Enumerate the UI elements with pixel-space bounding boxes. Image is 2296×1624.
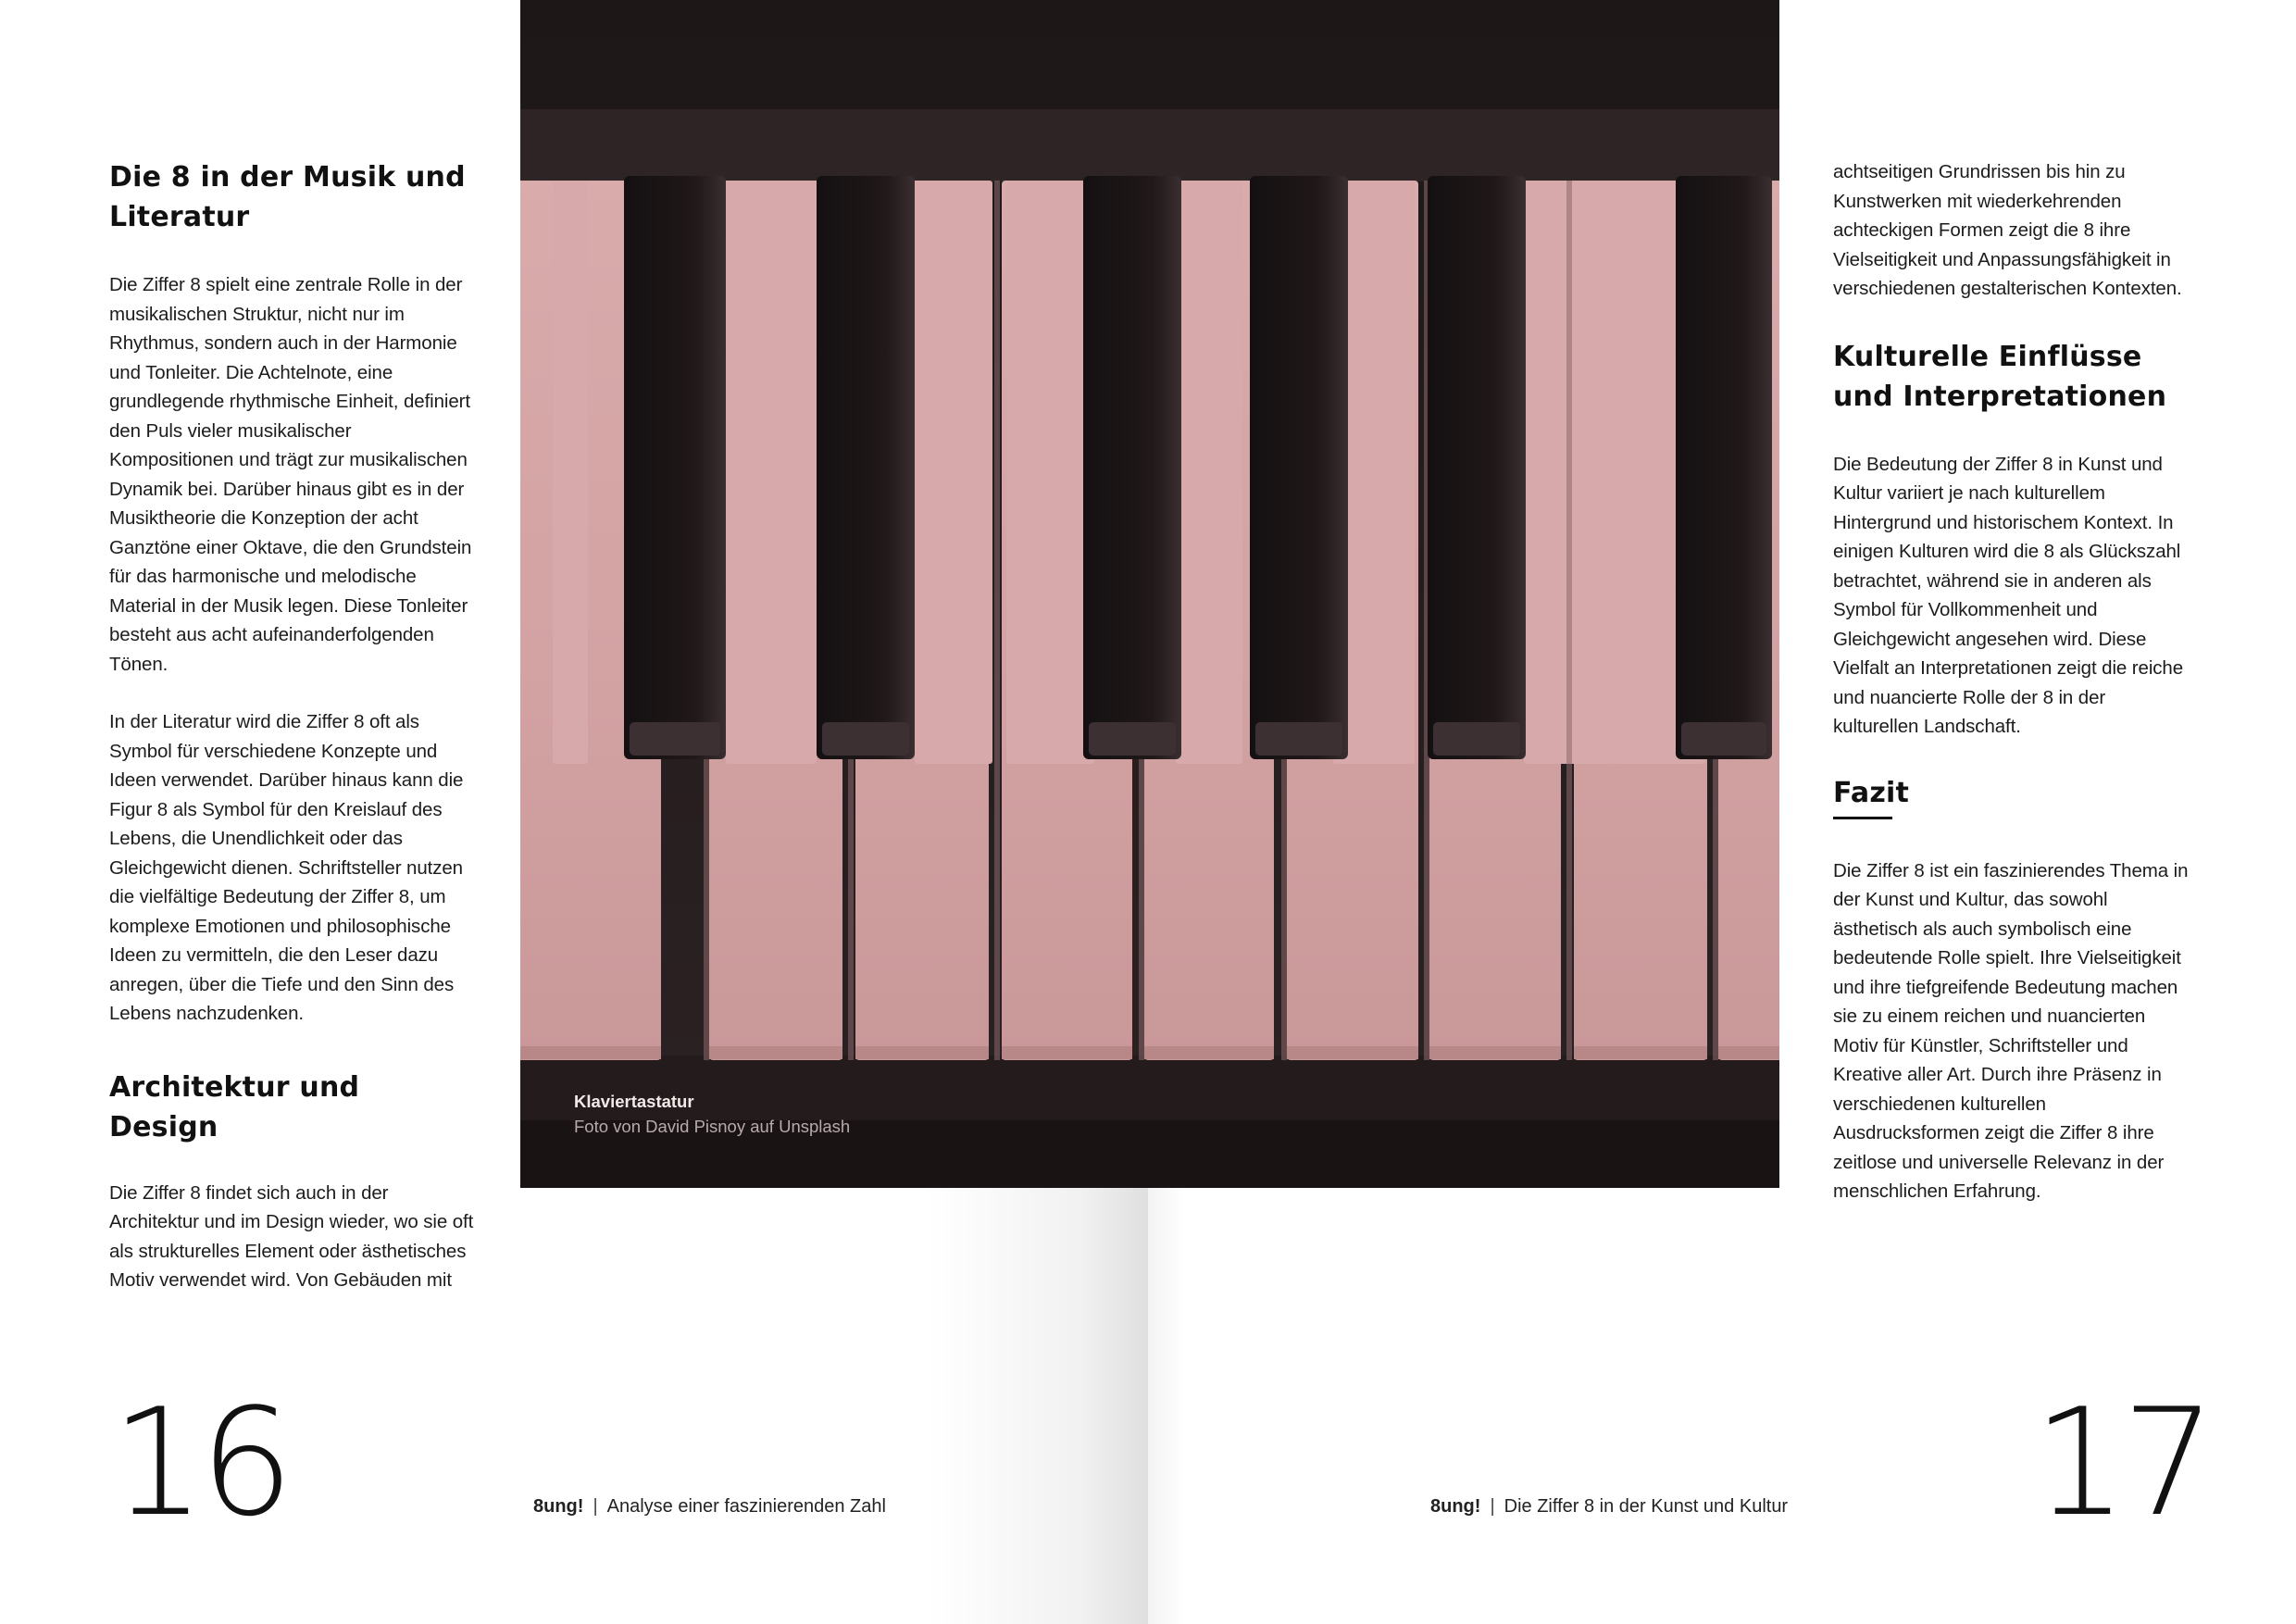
- paragraph-architecture-continued: achtseitigen Grundrissen bis hin zu Kunstwerken mit wiederkehrenden achteckigen Formen zeigt die 8 ihre Vielseitigkeit und Anpassungsfähigkeit in verschiedenen gestalterischen Kontexten.: [1833, 161, 2182, 299]
- black-key-tip: [1681, 722, 1766, 756]
- white-key-edge: [1287, 1046, 1418, 1059]
- footer-brand: 8ung!: [533, 1496, 584, 1517]
- black-key-tip: [822, 722, 909, 756]
- piano-keys-illustration: [520, 0, 1779, 1188]
- white-key-upper: [553, 181, 588, 764]
- black-key: [1676, 176, 1772, 759]
- white-key-edge: [1002, 1046, 1132, 1059]
- black-key-tip: [1433, 722, 1520, 756]
- white-key-edge: [709, 1046, 842, 1059]
- white-key-edge: [520, 1046, 661, 1059]
- footer-section-title: Die Ziffer 8 in der Kunst und Kultur: [1504, 1496, 1789, 1517]
- black-key-tip: [630, 722, 720, 756]
- paragraph-conclusion: Die Ziffer 8 ist ein faszinierendes Thema in der Kunst und Kultur, das sowohl ästhetisch als auch symbolisch eine bedeutende Rolle spielt. Ihre Vielseitigkeit und ihre tiefgreifende Bedeutung machen sie zu einem reichen und nuancierten Motiv für Künstler, Schriftsteller und Kreative aller Art. Durch ihre Präsenz in verschiedenen kulturellen Ausdrucksformen zeigt die Ziffer 8 ihre zeitlose und universelle Relevanz in der menschlichen Erfahrung.: [1833, 859, 2189, 1202]
- white-key-edge: [1144, 1046, 1274, 1059]
- heading-music-literature: Die 8 in der Musik und Literatur: [109, 161, 466, 233]
- page-number-right: 17: [2033, 1376, 2211, 1549]
- white-key-upper: [1006, 181, 1094, 764]
- piano-keyboard-photo: [520, 0, 1779, 1188]
- white-key-upper: [726, 181, 817, 764]
- footer-section-title: Analyse einer faszinierenden Zahl: [606, 1496, 886, 1517]
- black-key: [1083, 176, 1181, 759]
- page-number-left: 16: [111, 1376, 289, 1549]
- right-text-column: [1833, 157, 2194, 1206]
- page-gutter-shadow-right: [1148, 1185, 1185, 1624]
- key-gap: [994, 181, 1000, 1060]
- black-key: [1250, 176, 1348, 759]
- running-footer-right: [1430, 1496, 1788, 1518]
- caption-title: Klaviertastatur: [574, 1092, 694, 1111]
- white-key-edge: [1429, 1046, 1561, 1059]
- white-key-upper: [1176, 181, 1242, 764]
- caption-credit: Foto von David Pisnoy auf Unsplash: [574, 1117, 851, 1136]
- black-key: [624, 176, 726, 759]
- left-text-column: [109, 157, 475, 1295]
- black-key: [1428, 176, 1526, 759]
- paragraph-cultural: Die Bedeutung der Ziffer 8 in Kunst und Kultur variiert je nach kulturellem Hintergrund und historischem Kontext. In einigen Kulturen wird die 8 als Glückszahl betrachtet, während sie in anderen als Symbol für Vollkommenheit und Gleichgewicht angesehen wird. Diese Vielfalt an Interpretationen zeigt die reiche und nuancierte Rolle der 8 in der kulturellen Landschaft.: [1833, 453, 2184, 737]
- white-key-edge: [1718, 1046, 1779, 1059]
- paragraph-literature: In der Literatur wird die Ziffer 8 oft als Symbol für verschiedene Konzepte und Ideen verwendet. Darüber hinaus kann die Figur 8 als Symbol für den Kreislauf des Lebens, die Unendlichkeit oder das Gleichgewicht dienen. Schriftsteller nutzen die vielfältige Bedeutung der Ziffer 8, um komplexe Emotionen und philosophische Ideen zu vermitteln, die den Leser dazu anregen, über die Tiefe und den Sinn des Lebens nachzudenken.: [109, 711, 464, 1024]
- white-key-edge: [1574, 1046, 1707, 1059]
- paragraph-architecture: Die Ziffer 8 findet sich auch in der Architektur und im Design wieder, wo sie oft als strukturelles Element oder ästhetisches Motiv verwendet wird. Von Gebäuden mit: [109, 1181, 474, 1291]
- white-key-upper: [915, 181, 992, 764]
- heading-cultural-influences: Kulturelle Einflüsse und Interpretationen: [1833, 340, 2167, 413]
- heading-conclusion: Fazit: [1833, 776, 1910, 809]
- footer-separator: |: [1490, 1496, 1495, 1517]
- white-key-edge: [855, 1046, 989, 1059]
- running-footer-left: [533, 1496, 886, 1518]
- page-gutter-shadow: [926, 1185, 1148, 1624]
- black-key-tip: [1255, 722, 1342, 756]
- footer-separator: |: [593, 1496, 598, 1517]
- black-key: [817, 176, 915, 759]
- heading-architecture-design: Architektur und Design: [109, 1070, 360, 1143]
- paragraph-music: Die Ziffer 8 spielt eine zentrale Rolle in der musikalischen Struktur, nicht nur im Rhythmus, sondern auch in der Harmonie und Tonleiter. Die Achtelnote, eine grundlegende rhythmische Einheit, definiert den Puls vieler musikalischer Kompositionen und trägt zur musikalischen Dynamik bei. Darüber hinaus gibt es in der Musiktheorie die Konzeption der acht Ganztöne einer Oktave, die den Grundstein für das harmonische und melodische Material in der Musik legen. Diese Tonleiter besteht aus acht aufeinanderfolgenden Tönen.: [109, 274, 472, 675]
- black-key-tip: [1089, 722, 1176, 756]
- photo-caption: [574, 1089, 850, 1139]
- key-gap: [1566, 181, 1572, 1060]
- heading-underline: [1833, 817, 1892, 819]
- footer-brand: 8ung!: [1430, 1496, 1481, 1517]
